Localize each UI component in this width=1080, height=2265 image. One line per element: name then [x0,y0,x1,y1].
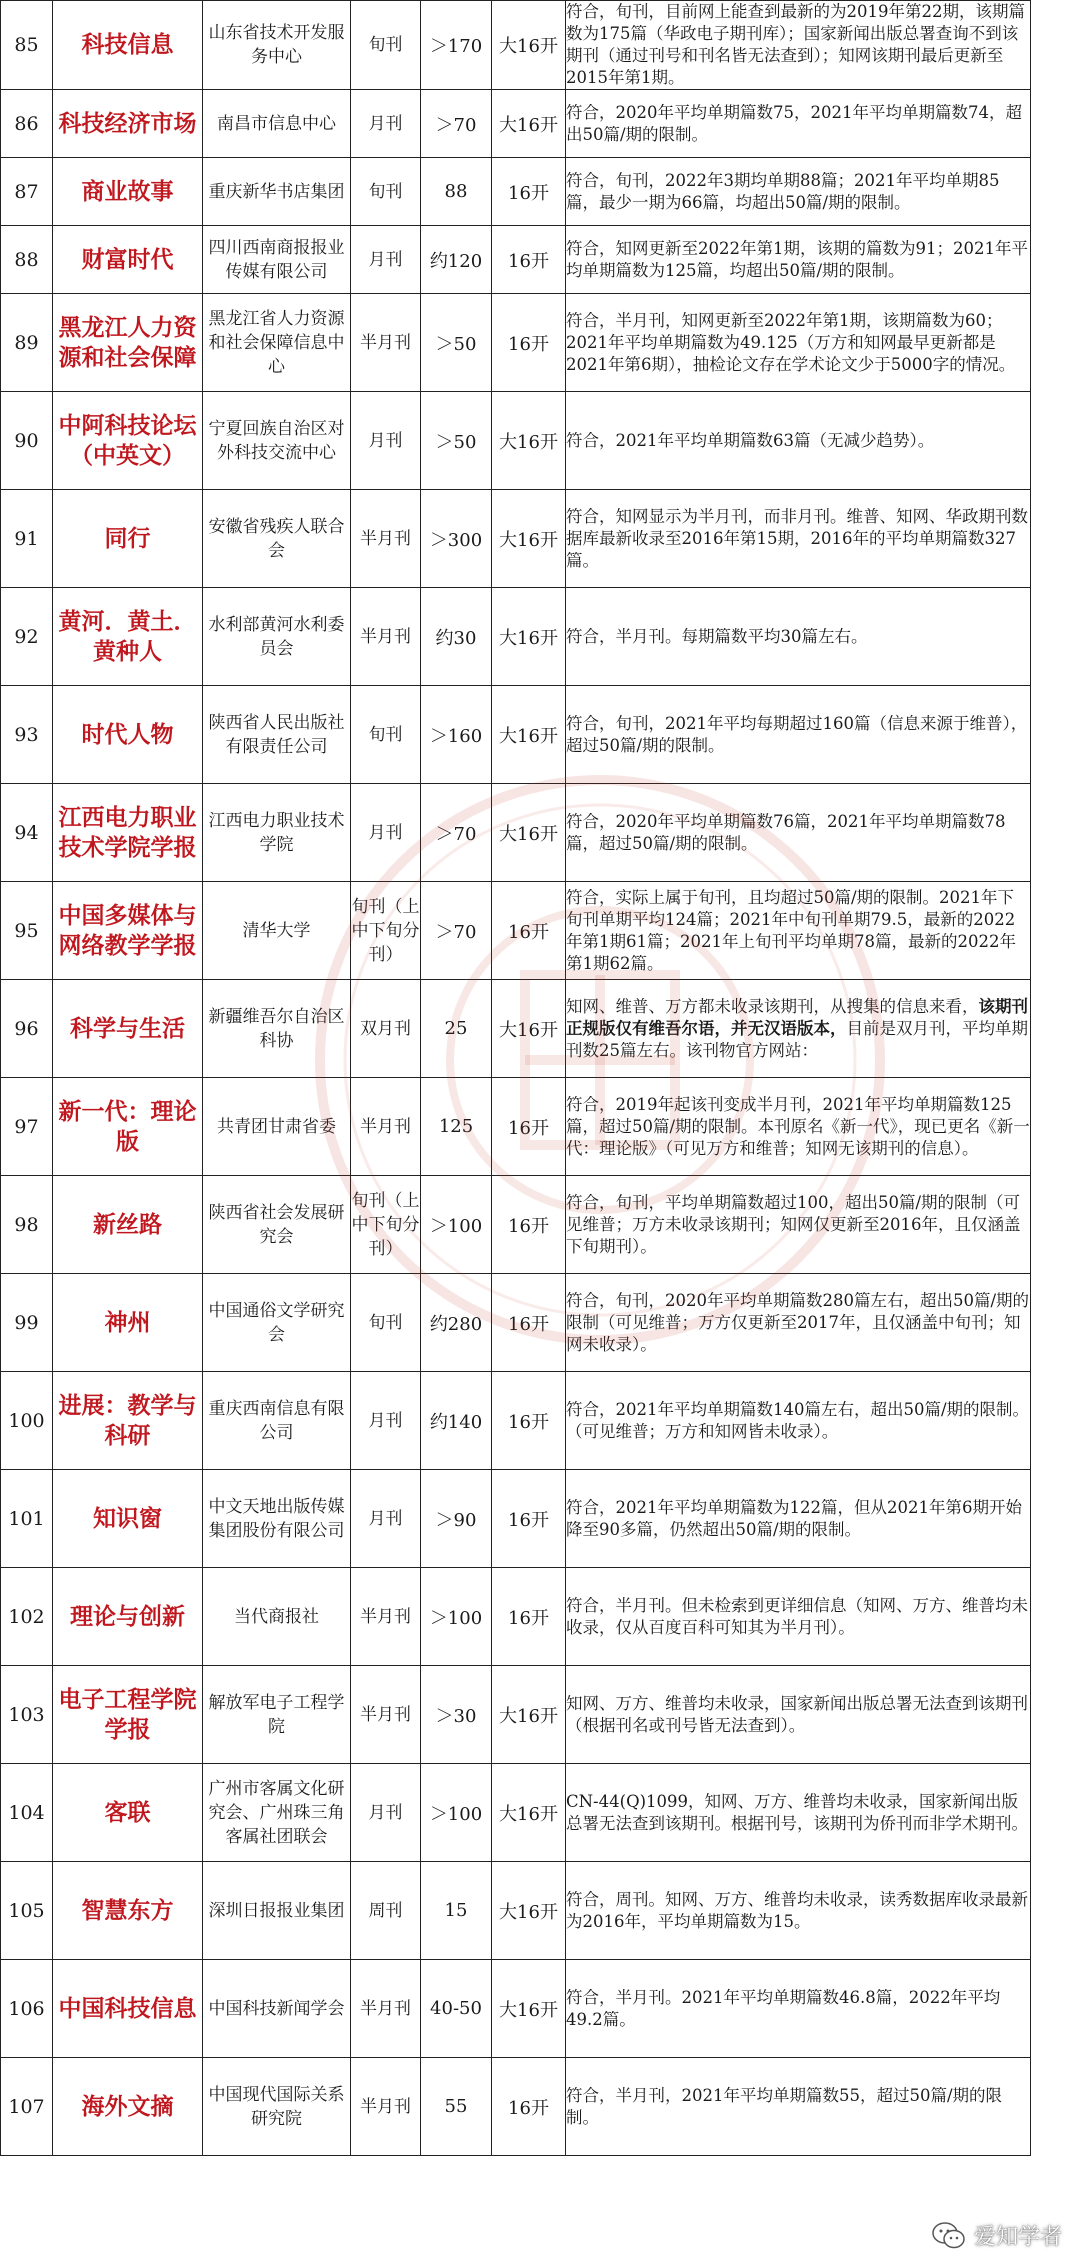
frequency: 月刊 [351,784,421,882]
page-format: 大16开 [492,392,566,490]
sponsor-org: 四川西南商报报业传媒有限公司 [203,226,351,294]
sponsor-org: 水利部黄河水利委员会 [203,588,351,686]
frequency: 半月刊 [351,1078,421,1176]
table-row [1,490,1031,588]
frequency: 半月刊 [351,1568,421,1666]
article-count: ＞100 [421,1764,492,1862]
row-number: 85 [1,1,53,90]
frequency: 旬刊 [351,158,421,226]
journal-name: 科学与生活 [53,980,203,1078]
row-number: 98 [1,1176,53,1274]
table-row [1,1470,1031,1568]
remark: 符合，半月刊，知网更新至2022年第1期，该期篇数为60；2021年平均单期篇数为49.125（万方和知网最早更新都是2021年第6期），抽检论文存在学术论文少于5000字的情况。 [566,294,1031,392]
remark: 符合，2021年平均单期篇数140篇左右，超出50篇/期的限制。（可见维普；万方和知网皆未收录）。 [566,1372,1031,1470]
row-number: 104 [1,1764,53,1862]
row-number: 90 [1,392,53,490]
frequency: 半月刊 [351,1960,421,2058]
page-format: 16开 [492,158,566,226]
page-format: 大16开 [492,588,566,686]
table-row [1,980,1031,1078]
journal-name: 新一代：理论版 [53,1078,203,1176]
frequency: 旬刊（上中下旬分刊） [351,882,421,980]
article-count: ＞70 [421,882,492,980]
sponsor-org: 黑龙江省人力资源和社会保障信息中心 [203,294,351,392]
sponsor-org: 共青团甘肃省委 [203,1078,351,1176]
journal-name: 科技信息 [53,1,203,90]
sponsor-org: 陕西省人民出版社有限责任公司 [203,686,351,784]
row-number: 105 [1,1862,53,1960]
journal-name: 理论与创新 [53,1568,203,1666]
sponsor-org: 安徽省残疾人联合会 [203,490,351,588]
page-format: 16开 [492,882,566,980]
table-row [1,1960,1031,2058]
table-row [1,392,1031,490]
journal-name: 海外文摘 [53,2058,203,2156]
row-number: 102 [1,1568,53,1666]
wechat-icon [932,2222,966,2250]
remark: 符合，半月刊。2021年平均单期篇数46.8篇，2022年平均49.2篇。 [566,1960,1031,2058]
page-format: 大16开 [492,1764,566,1862]
article-count: 15 [421,1862,492,1960]
table-row [1,90,1031,158]
frequency: 月刊 [351,1470,421,1568]
remark-part: 目前是双月刊，平均单期刊数25篇左右。该刊物官方网站： [566,1018,1028,1060]
frequency: 双月刊 [351,980,421,1078]
sponsor-org: 南昌市信息中心 [203,90,351,158]
frequency: 旬刊 [351,686,421,784]
remark: 符合，2019年起该刊变成半月刊，2021年平均单期篇数125篇，超过50篇/期的限制。本刊原名《新一代》，现已更名《新一代：理论版》（可见万方和维普；知网无该期刊的信息）。 [566,1078,1031,1176]
sponsor-org: 陕西省社会发展研究会 [203,1176,351,1274]
page-format: 16开 [492,1176,566,1274]
page-format: 16开 [492,1372,566,1470]
table-row [1,784,1031,882]
sponsor-org: 广州市客属文化研究会、广州珠三角客属社团联会 [203,1764,351,1862]
row-number: 88 [1,226,53,294]
journal-name: 中国科技信息 [53,1960,203,2058]
journal-name: 黑龙江人力资源和社会保障 [53,294,203,392]
table-row [1,882,1031,980]
table-row [1,158,1031,226]
page-format: 大16开 [492,686,566,784]
article-count: 25 [421,980,492,1078]
journal-name: 智慧东方 [53,1862,203,1960]
article-count: 约280 [421,1274,492,1372]
remark: 知网、万方、维普均未收录，国家新闻出版总署无法查到该期刊（根据刊名或刊号皆无法查到）。 [566,1666,1031,1764]
remark: 符合，2020年平均单期篇数76篇，2021年平均单期篇数78篇，超过50篇/期的限制。 [566,784,1031,882]
journal-name: 神州 [53,1274,203,1372]
row-number: 103 [1,1666,53,1764]
sponsor-org: 重庆西南信息有限公司 [203,1372,351,1470]
sponsor-org: 中国通俗文学研究会 [203,1274,351,1372]
article-count: 约120 [421,226,492,294]
remark: 符合，周刊。知网、万方、维普均未收录，读秀数据库收录最新为2016年，平均单期篇数为15。 [566,1862,1031,1960]
row-number: 87 [1,158,53,226]
remark: 符合，旬刊，2021年平均每期超过160篇（信息来源于维普），超过50篇/期的限制。 [566,686,1031,784]
article-count: ＞100 [421,1176,492,1274]
table-row [1,1666,1031,1764]
table-row [1,226,1031,294]
page-format: 大16开 [492,1,566,90]
remark: 符合，实际上属于旬刊，且均超过50篇/期的限制。2021年下旬刊单期平均124篇；2021年中旬刊单期79.5，最新的2022年第1期61篇；2021年上旬刊平均单期78篇，最新的2022年第1期62篇。 [566,882,1031,980]
remark: 符合，2020年平均单期篇数75，2021年平均单期篇数74，超出50篇/期的限制。 [566,90,1031,158]
remark: 符合，知网更新至2022年第1期，该期的篇数为91；2021年平均单期篇数为125篇，均超出50篇/期的限制。 [566,226,1031,294]
article-count: ＞90 [421,1470,492,1568]
frequency: 旬刊 [351,1,421,90]
remark-emphasis: 该期刊正规版仅有维吾尔语，并无汉语版本， [566,996,1028,1038]
table-row [1,2058,1031,2156]
page-format: 大16开 [492,784,566,882]
article-count: ＞170 [421,1,492,90]
sponsor-org: 解放军电子工程学院 [203,1666,351,1764]
row-number: 107 [1,2058,53,2156]
page-format: 16开 [492,2058,566,2156]
page-format: 16开 [492,1274,566,1372]
article-count: ＞160 [421,686,492,784]
row-number: 92 [1,588,53,686]
remark: 符合，2021年平均单期篇数为122篇，但从2021年第6期开始降至90多篇，仍然超出50篇/期的限制。 [566,1470,1031,1568]
sponsor-org: 新疆维吾尔自治区科协 [203,980,351,1078]
page-format: 16开 [492,1568,566,1666]
article-count: ＞30 [421,1666,492,1764]
article-count: ＞50 [421,294,492,392]
article-count: 约140 [421,1372,492,1470]
frequency: 旬刊（上中下旬分刊） [351,1176,421,1274]
journal-name: 知识窗 [53,1470,203,1568]
sponsor-org: 深圳日报报业集团 [203,1862,351,1960]
sponsor-org: 中国现代国际关系研究院 [203,2058,351,2156]
remark: 符合，旬刊，目前网上能查到最新的为2019年第22期，该期篇数为175篇（华政电子期刊库）；国家新闻出版总署查询不到该期刊（通过刊号和刊名皆无法查到）；知网该期刊最后更新至2015年第1期。 [566,1,1031,90]
row-number: 97 [1,1078,53,1176]
article-count: 约30 [421,588,492,686]
frequency: 半月刊 [351,294,421,392]
frequency: 月刊 [351,392,421,490]
frequency: 半月刊 [351,1666,421,1764]
frequency: 月刊 [351,226,421,294]
row-number: 86 [1,90,53,158]
watermark-text: 爱知学者 [973,2225,1062,2250]
article-count: ＞300 [421,490,492,588]
frequency: 月刊 [351,90,421,158]
table-row [1,686,1031,784]
journal-name: 同行 [53,490,203,588]
frequency: 周刊 [351,1862,421,1960]
table-row [1,1176,1031,1274]
table-row [1,1078,1031,1176]
frequency: 月刊 [351,1372,421,1470]
journal-name: 财富时代 [53,226,203,294]
table-row [1,588,1031,686]
remark [566,980,1031,1078]
page-format: 大16开 [492,980,566,1078]
article-count: ＞70 [421,784,492,882]
remark: 符合，2021年平均单期篇数63篇（无减少趋势）。 [566,392,1031,490]
remark: 符合，半月刊。但未检索到更详细信息（知网、万方、维普均未收录，仅从百度百科可知其为半月刊）。 [566,1568,1031,1666]
page-format: 大16开 [492,1862,566,1960]
sponsor-org: 重庆新华书店集团 [203,158,351,226]
journal-name: 新丝路 [53,1176,203,1274]
journal-name: 客联 [53,1764,203,1862]
remark-part: 知网、维普、万方都未收录该期刊，从搜集的信息来看， [566,996,979,1016]
frequency: 半月刊 [351,490,421,588]
sponsor-org: 宁夏回族自治区对外科技交流中心 [203,392,351,490]
table-row [1,1274,1031,1372]
sponsor-org: 中国科技新闻学会 [203,1960,351,2058]
article-count: ＞100 [421,1568,492,1666]
journal-name: 进展：教学与科研 [53,1372,203,1470]
remark: 符合，旬刊，平均单期篇数超过100，超出50篇/期的限制（可见维普；万方未收录该期刊；知网仅更新至2016年，且仅涵盖下旬期刊）。 [566,1176,1031,1274]
row-number: 91 [1,490,53,588]
row-number: 106 [1,1960,53,2058]
row-number: 95 [1,882,53,980]
sponsor-org: 清华大学 [203,882,351,980]
table-row [1,1764,1031,1862]
journal-name: 时代人物 [53,686,203,784]
frequency: 半月刊 [351,2058,421,2156]
remark: 符合，旬刊，2020年平均单期篇数280篇左右，超出50篇/期的限制（可见维普；万方仅更新至2017年，且仅涵盖中旬刊；知网未收录）。 [566,1274,1031,1372]
table-row [1,1862,1031,1960]
page-format: 大16开 [492,1960,566,2058]
journal-name: 商业故事 [53,158,203,226]
sponsor-org: 山东省技术开发服务中心 [203,1,351,90]
table-row [1,1372,1031,1470]
article-count: 88 [421,158,492,226]
journal-name: 科技经济市场 [53,90,203,158]
sponsor-org: 当代商报社 [203,1568,351,1666]
row-number: 101 [1,1470,53,1568]
row-number: 100 [1,1372,53,1470]
table-row [1,1,1031,90]
remark: CN-44(Q)1099，知网、万方、维普均未收录，国家新闻出版总署无法查到该期刊。根据刊号，该期刊为侨刊而非学术期刊。 [566,1764,1031,1862]
journal-name: 电子工程学院学报 [53,1666,203,1764]
wechat-watermark [932,2220,1062,2251]
article-count: ＞70 [421,90,492,158]
article-count: 55 [421,2058,492,2156]
row-number: 99 [1,1274,53,1372]
row-number: 96 [1,980,53,1078]
article-count: 125 [421,1078,492,1176]
page-format: 大16开 [492,1666,566,1764]
page-format: 大16开 [492,90,566,158]
sponsor-org: 中文天地出版传媒集团股份有限公司 [203,1470,351,1568]
row-number: 94 [1,784,53,882]
frequency: 半月刊 [351,588,421,686]
journal-name: 中阿科技论坛（中英文） [53,392,203,490]
page-format: 16开 [492,294,566,392]
page-format: 16开 [492,1470,566,1568]
remark: 符合，半月刊。每期篇数平均30篇左右。 [566,588,1031,686]
page-format: 16开 [492,1078,566,1176]
page-format: 大16开 [492,490,566,588]
remark: 符合，知网显示为半月刊，而非月刊。维普、知网、华政期刊数据库最新收录至2016年第15期，2016年的平均单期篇数327篇。 [566,490,1031,588]
journal-name: 中国多媒体与网络教学学报 [53,882,203,980]
frequency: 月刊 [351,1764,421,1862]
article-count: 40-50 [421,1960,492,2058]
article-count: ＞50 [421,392,492,490]
journal-name: 江西电力职业技术学院学报 [53,784,203,882]
frequency: 旬刊 [351,1274,421,1372]
row-number: 89 [1,294,53,392]
remark: 符合，旬刊，2022年3期均单期88篇；2021年平均单期85篇，最少一期为66篇，均超出50篇/期的限制。 [566,158,1031,226]
page-format: 16开 [492,226,566,294]
remark: 符合，半月刊，2021年平均单期篇数55，超过50篇/期的限制。 [566,2058,1031,2156]
sponsor-org: 江西电力职业技术学院 [203,784,351,882]
table-row [1,294,1031,392]
row-number: 93 [1,686,53,784]
table-row [1,1568,1031,1666]
journal-name: 黄河．黄土．黄种人 [53,588,203,686]
